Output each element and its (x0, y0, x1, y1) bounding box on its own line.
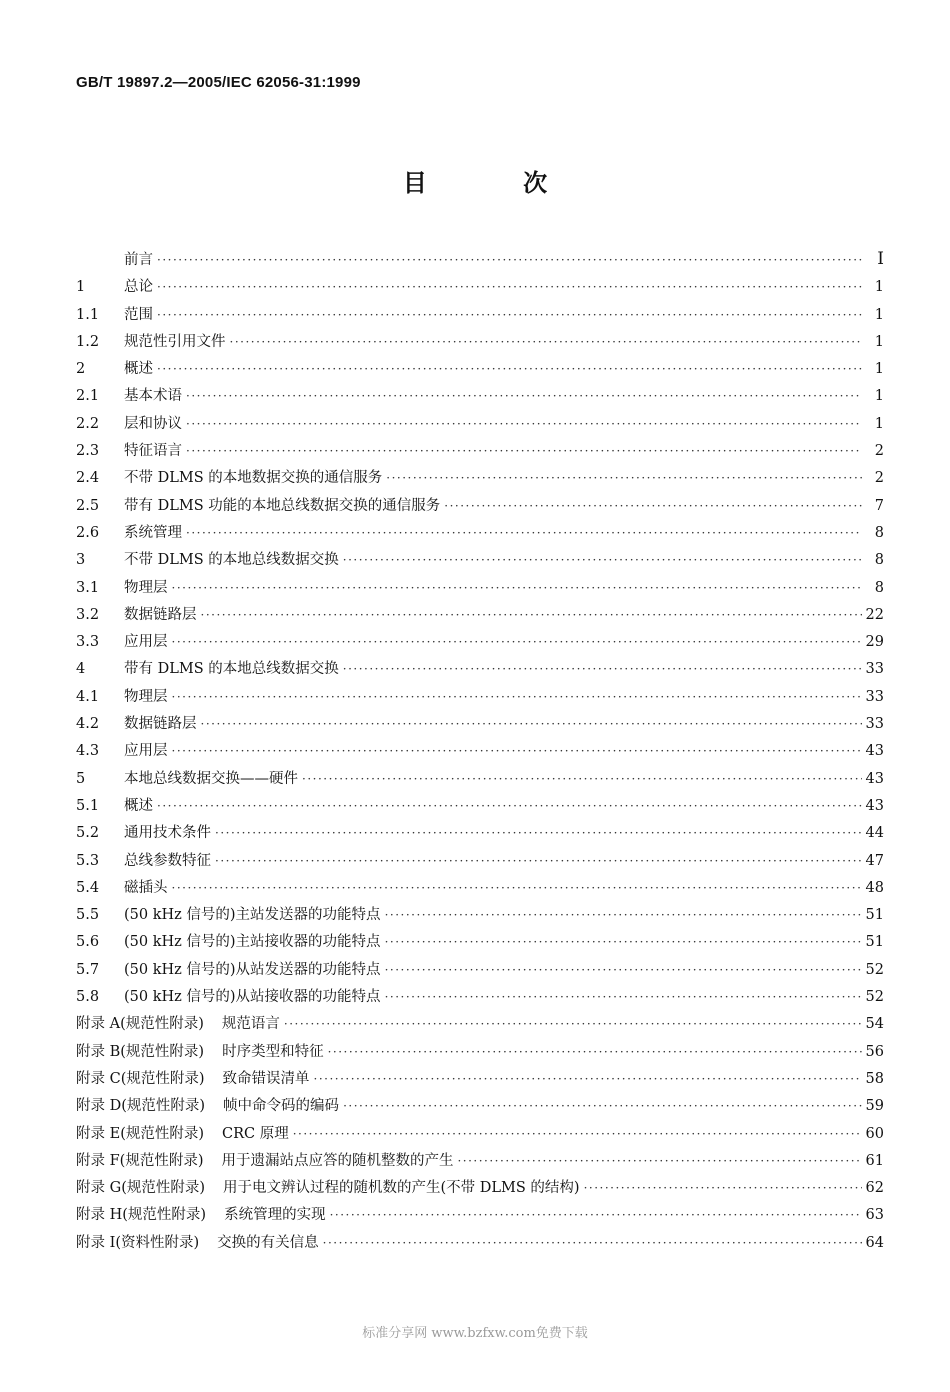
toc-entry[interactable] (76, 1231, 884, 1258)
toc-leader-dots (172, 690, 862, 704)
toc-entry-page: 8 (874, 552, 884, 569)
toc-entry-number: 3.1 (76, 579, 100, 596)
toc-entry-number: 1.1 (76, 306, 100, 323)
toc-leader-dots (201, 608, 862, 622)
toc-entry-number: 5.4 (76, 879, 100, 896)
toc-entry-title: 用于遗漏站点应答的随机整数的产生 (221, 1152, 454, 1169)
toc-entry-title: 概述 (124, 361, 153, 378)
toc-entry-page: 8 (874, 579, 884, 596)
toc-entry-number: 2 (76, 361, 86, 378)
toc-leader-dots (157, 280, 862, 294)
toc-leader-dots (230, 335, 863, 349)
toc-entry-number: 3.3 (76, 634, 100, 651)
toc-entry-page: 43 (865, 743, 884, 760)
toc-entry[interactable] (76, 384, 884, 411)
toc-entry-title: 用于电文辨认过程的随机数的产生(不带 DLMS 的结构) (223, 1180, 580, 1197)
toc-entry-page: 58 (865, 1070, 884, 1087)
toc-entry-page: 33 (865, 716, 884, 733)
toc-entry-page: 43 (865, 797, 884, 814)
toc-leader-dots (172, 581, 863, 595)
toc-entry-title: 物理层 (124, 688, 168, 705)
toc-entry-title: 致命错误清单 (222, 1070, 310, 1087)
toc-leader-dots (293, 1127, 862, 1141)
page-title: 目 次 (402, 169, 592, 197)
toc-leader-dots (172, 881, 862, 895)
toc-entry-number: 5.8 (76, 989, 100, 1006)
toc-entry-title: 交换的有关信息 (217, 1234, 319, 1251)
toc-entry-page: 51 (865, 934, 884, 951)
toc-leader-dots (215, 854, 862, 868)
toc-entry-title: 磁插头 (124, 879, 168, 896)
toc-entry-number: 附录 H(规范性附录) (76, 1207, 207, 1224)
toc-entry-number: 附录 D(规范性附录) (76, 1098, 206, 1115)
toc-entry-number: 附录 E(规范性附录) (76, 1125, 205, 1142)
toc-leader-dots (186, 417, 862, 431)
toc-entry[interactable] (76, 876, 884, 903)
toc-entry-number: 1 (76, 279, 86, 296)
standard-code: GB/T 19897.2—2005/IEC 62056-31:1999 (76, 74, 361, 91)
toc-leader-dots (584, 1181, 862, 1195)
toc-entry-number: 5.1 (76, 797, 100, 814)
toc-entry-title: 前言 (124, 252, 153, 268)
toc-entry[interactable] (76, 794, 884, 821)
toc-entry[interactable] (76, 548, 884, 575)
toc-entry-page: 22 (865, 606, 884, 623)
toc-entry[interactable] (76, 712, 884, 739)
footer-watermark: 标准分享网 www.bzfxw.com免费下载 (362, 1326, 588, 1341)
toc-leader-dots (172, 744, 862, 758)
toc-entry-page: 62 (865, 1180, 884, 1197)
toc-leader-dots (215, 826, 862, 840)
toc-entry[interactable] (76, 248, 884, 275)
toc-entry-page: 51 (865, 907, 884, 924)
toc-entry-page: 59 (865, 1098, 884, 1115)
toc-entry-page: 63 (865, 1207, 884, 1224)
toc-entry-page: 1 (874, 361, 884, 378)
toc-entry-page: 1 (874, 306, 884, 323)
toc-entry[interactable] (76, 439, 884, 466)
toc-entry[interactable] (76, 630, 884, 657)
toc-leader-dots (385, 935, 862, 949)
toc-entry-page: 60 (865, 1125, 884, 1142)
toc-entry-page: 64 (865, 1234, 884, 1251)
toc-entry-page: 1 (874, 415, 884, 432)
toc-leader-dots (284, 1017, 862, 1031)
toc-entry-page: 33 (865, 661, 884, 678)
toc-entry-page: 44 (865, 825, 884, 842)
toc-entry-title: (50 kHz 信号的)从站接收器的功能特点 (124, 989, 381, 1006)
toc-entry-number: 3 (76, 552, 86, 569)
toc-entry-page: 47 (865, 852, 884, 869)
toc-entry-number: 4.1 (76, 688, 100, 705)
toc-entry[interactable] (76, 821, 884, 848)
table-of-contents (76, 248, 884, 1258)
toc-entry-page: 56 (865, 1043, 884, 1060)
toc-entry-page: 29 (865, 634, 884, 651)
toc-entry-page: 48 (865, 879, 884, 896)
toc-entry-number: 附录 G(规范性附录) (76, 1180, 206, 1197)
toc-leader-dots (186, 526, 862, 540)
toc-entry-number: 2.5 (76, 497, 100, 514)
toc-entry-number: 4.3 (76, 743, 100, 760)
toc-leader-dots (330, 1208, 862, 1222)
toc-entry[interactable] (76, 985, 884, 1012)
toc-leader-dots (343, 553, 862, 567)
toc-entry-title: 通用技术条件 (124, 825, 211, 842)
toc-entry-page: 7 (874, 497, 884, 514)
toc-entry-title: 层和协议 (124, 415, 182, 432)
toc-entry-title: 规范性引用文件 (124, 333, 226, 350)
toc-entry-page: 2 (874, 470, 884, 487)
toc-entry[interactable] (76, 1067, 884, 1094)
toc-entry-title: (50 kHz 信号的)主站发送器的功能特点 (124, 907, 381, 924)
toc-leader-dots (157, 362, 862, 376)
toc-entry[interactable] (76, 357, 884, 384)
toc-entry[interactable] (76, 849, 884, 876)
toc-entry-title: 本地总线数据交换——硬件 (124, 770, 298, 787)
toc-entry[interactable] (76, 1203, 884, 1230)
toc-leader-dots (157, 799, 862, 813)
toc-entry-number: 附录 I(资料性附录) (76, 1234, 200, 1251)
toc-entry-page: 2 (874, 443, 884, 460)
toc-entry[interactable] (76, 739, 884, 766)
toc-entry[interactable] (76, 1094, 884, 1121)
toc-entry-title: 范围 (124, 306, 153, 323)
toc-entry[interactable] (76, 330, 884, 357)
toc-entry-page: I (877, 249, 884, 269)
toc-entry-number: 5.2 (76, 825, 100, 842)
toc-entry-title: (50 kHz 信号的)从站发送器的功能特点 (124, 961, 381, 978)
toc-entry-title: 应用层 (124, 634, 168, 651)
toc-entry-title: 规范语言 (221, 1016, 280, 1033)
toc-entry-number: 4 (76, 661, 86, 678)
toc-entry-title: 时序类型和特征 (222, 1043, 324, 1060)
toc-leader-dots (343, 662, 862, 676)
toc-leader-dots (457, 1154, 861, 1168)
toc-entry-page: 1 (874, 333, 884, 350)
toc-entry[interactable] (76, 1176, 884, 1203)
toc-leader-dots (328, 1045, 862, 1059)
toc-leader-dots (343, 1099, 861, 1113)
toc-entry[interactable] (76, 657, 884, 684)
toc-entry-page: 1 (874, 388, 884, 405)
toc-entry[interactable] (76, 521, 884, 548)
toc-entry-page: 61 (865, 1152, 884, 1169)
toc-entry[interactable] (76, 685, 884, 712)
toc-entry-title: 帧中命令码的编码 (223, 1098, 340, 1115)
toc-entry[interactable] (76, 1040, 884, 1067)
toc-leader-dots (385, 990, 862, 1004)
toc-leader-dots (201, 717, 862, 731)
toc-leader-dots (302, 772, 862, 786)
toc-entry-title: 物理层 (124, 579, 168, 596)
toc-entry-page: 54 (865, 1016, 884, 1033)
toc-leader-dots (157, 308, 862, 322)
toc-entry-page: 8 (874, 524, 884, 541)
toc-leader-dots (157, 253, 862, 267)
toc-entry[interactable] (76, 958, 884, 985)
toc-entry[interactable] (76, 1012, 884, 1039)
toc-entry-page: 52 (865, 961, 884, 978)
toc-entry-number: 2.6 (76, 524, 100, 541)
toc-entry-title: 概述 (124, 797, 153, 814)
toc-entry-title: 总线参数特征 (124, 852, 211, 869)
toc-entry[interactable] (76, 275, 884, 302)
toc-entry-title: CRC 原理 (222, 1125, 289, 1142)
toc-entry-number: 附录 B(规范性附录) (76, 1043, 205, 1060)
toc-entry[interactable] (76, 466, 884, 493)
toc-entry-page: 52 (865, 989, 884, 1006)
toc-entry-page: 33 (865, 688, 884, 705)
toc-leader-dots (186, 444, 862, 458)
toc-entry-page: 43 (865, 770, 884, 787)
toc-entry[interactable] (76, 903, 884, 930)
toc-entry-number: 附录 A(规范性附录) (76, 1016, 204, 1033)
toc-entry-page: 1 (874, 279, 884, 296)
toc-entry-title: 总论 (124, 279, 153, 296)
toc-entry[interactable] (76, 603, 884, 630)
toc-entry-title: 不带 DLMS 的本地总线数据交换 (124, 552, 339, 569)
toc-entry-number: 5 (76, 770, 86, 787)
toc-entry[interactable] (76, 412, 884, 439)
toc-entry-title: 系统管理的实现 (224, 1207, 326, 1224)
toc-entry-number: 2.4 (76, 470, 100, 487)
toc-entry-title: 带有 DLMS 功能的本地总线数据交换的通信服务 (124, 497, 441, 514)
toc-entry-number: 5.6 (76, 934, 100, 951)
toc-entry-title: 应用层 (124, 743, 168, 760)
toc-entry-number: 1.2 (76, 333, 100, 350)
toc-leader-dots (444, 499, 862, 513)
toc-entry-number: 2.3 (76, 443, 100, 460)
toc-entry-title: 数据链路层 (124, 716, 197, 733)
toc-entry-number: 附录 C(规范性附录) (76, 1070, 205, 1087)
toc-leader-dots (172, 635, 862, 649)
toc-entry-number: 5.3 (76, 852, 100, 869)
toc-leader-dots (386, 471, 862, 485)
toc-entry-title: 系统管理 (124, 524, 182, 541)
toc-entry-title: 带有 DLMS 的本地总线数据交换 (124, 661, 339, 678)
toc-entry-title: 不带 DLMS 的本地数据交换的通信服务 (124, 470, 383, 487)
toc-entry-title: 特征语言 (124, 443, 182, 460)
toc-entry[interactable] (76, 767, 884, 794)
toc-entry-title: (50 kHz 信号的)主站接收器的功能特点 (124, 934, 381, 951)
toc-entry[interactable] (76, 1122, 884, 1149)
toc-leader-dots (385, 963, 862, 977)
toc-entry-title: 基本术语 (124, 388, 182, 405)
toc-entry-number: 2.1 (76, 388, 100, 405)
toc-entry[interactable] (76, 576, 884, 603)
toc-entry-title: 数据链路层 (124, 606, 197, 623)
toc-entry-number: 附录 F(规范性附录) (76, 1152, 204, 1169)
toc-entry-number: 4.2 (76, 716, 100, 733)
toc-entry[interactable] (76, 930, 884, 957)
toc-entry[interactable] (76, 1149, 884, 1176)
toc-entry-number: 3.2 (76, 606, 100, 623)
toc-entry-number: 5.7 (76, 961, 100, 978)
toc-entry[interactable] (76, 303, 884, 330)
toc-leader-dots (314, 1072, 862, 1086)
toc-entry-number: 2.2 (76, 415, 100, 432)
toc-leader-dots (186, 389, 862, 403)
toc-entry[interactable] (76, 494, 884, 521)
toc-leader-dots (323, 1236, 862, 1250)
toc-leader-dots (385, 908, 862, 922)
toc-entry-number: 5.5 (76, 907, 100, 924)
